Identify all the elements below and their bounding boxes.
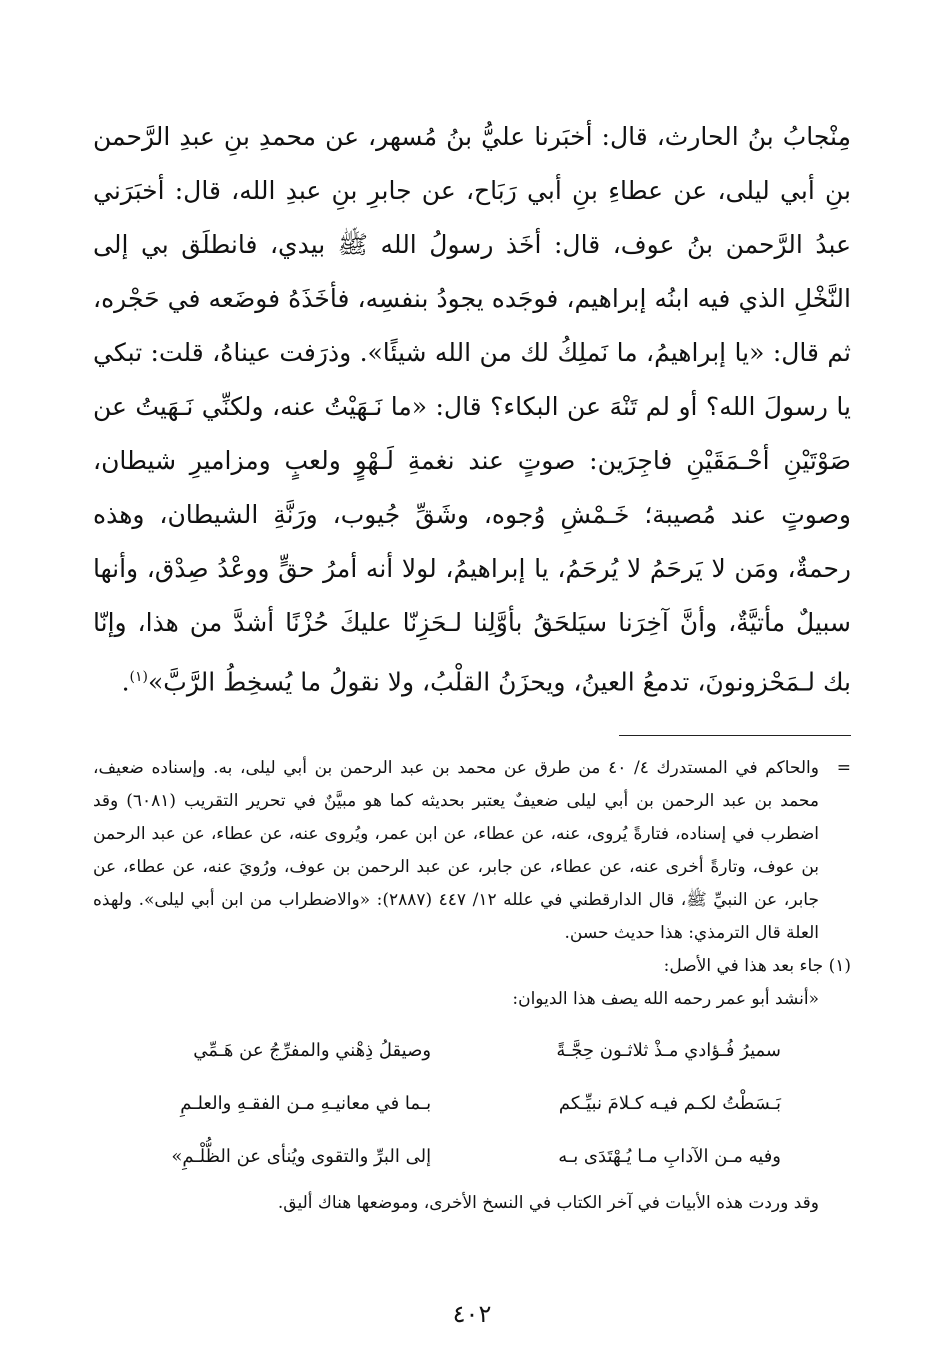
continuation-text: والحاكم في المستدرك ٤/ ٤٠ من طرق عن محمد بن عبد الرحمن بن أبي ليلى، به. وإسناده ضعيف، محمد بن عبد الرحمن بن أبي ليلى ضعيفٌ يعتبر بحديثه كما هو مبيَّنٌ في تحرير التقريب (٦٠٨١) وقد اضطرب في إسناده، فتارةً يُروى، عنه، عن عطاء، عن ابن عمر، ويُروى عنه، عن عطاء، عن عبد الرحمن بن عوف، وتارةً أخرى عنه، عن عطاء، عن جابر، عن عبد الرحمن بن عوف، ورُويَ عنه، عن عطاء، عن جابر، عن النبيِّ ﷺ، قال الدارقطني في علله ١٢/ ٤٤٧ (٢٨٨٧): «والاضطراب من ابن أبي ليلى». ولهذه العلة قال الترمذي: هذا حديث حسن. [93,758,819,943]
footnote-continuation [93,752,851,950]
poem-verse [133,1077,781,1130]
footnote-divider [619,735,851,736]
poem-verse [133,1024,781,1077]
footnotes-section [93,752,851,1220]
verse-second-hemistich: إلى البرِّ والتقوى ويُنأى عن الظُّلْـمِ» [171,1146,432,1167]
poem-intro: «أنشد أبو عمر رحمه الله يصف هذا الديوان: [512,989,819,1009]
poem-verse [133,1130,781,1183]
main-paragraph: مِنْجابُ بنُ الحارث، قال: أخبَرنا عليُّ بنُ مُسهر، عن محمدِ بنِ عبدِ الرَّحمن بنِ أبي ليلى، عن عطاءِ بنِ أبي رَبَاح، عن جابرِ بنِ عبدِ الله، قال: أخبَرَني عبدُ الرَّحمن بنُ عوف، قال: أخَذ رسولُ الله ﷺ بيدي، فانطلَق بي إلى النَّخْلِ الذي فيه ابنُه إبراهيم، فوجَده يجودُ بنفسِه، فأخَذَهُ فوضَعه في حَجْره، ثم قال: «يا إبراهيمُ، ما نَملِكُ لك من الله شيئًا». وذرَفت عيناهُ، قلت: تبكي يا رسولَ الله؟ أو لم تَنْهَ عن البكاء؟ قال: «ما نَـهَيْتُ عنه، ولكنِّي نَـهَيتُ عن صَوْتَيْنِ أحْـمَقَيْنِ فاجِرَين: صوتٍ عند نغمةِ لَـهْوٍ ولعبٍ ومزاميرِ شيطان، وصوتٍ عند مُصيبة؛ خَـمْشِ وُجوه، وشَقِّ جُيوب، ورَنَّةِ الشيطان، وهذه رحمةٌ، ومَن لا يَرحَمُ لا يُرحَمُ، يا إبراهيمُ، لولا أنه أمرُ حقٍّ ووعْدُ صِدْق، وأنها سبيلٌ مأتيَّةٌ، وأنَّ آخِرَنا سيَلحَقُ بأوَّلِنا لـحَزِنّا عليكَ حُزْنًا أشدَّ من هذا، وإنّا بك لـمَحْزونونَ، تدمعُ العينُ، ويحزَنُ القلْبُ، ولا نقولُ ما يُسخِطُ الرَّبَّ» [93,122,851,697]
verse-second-hemistich: وصيقلُ ذِهْني والمفرِّجُ عن هَـمِّي [193,1040,432,1061]
verse-second-hemistich: بـما في معانيـهِ مـن الفقـهِ والعلـمِ [180,1093,432,1114]
main-text [93,110,851,709]
footnote-1: (١) جاء بعد هذا في الأصل: [663,956,851,976]
page-number: ٤٠٢ [452,1300,492,1328]
footnote-reference: (١) [129,669,148,685]
main-end-period: . [121,667,130,697]
closing-note: وقد وردت هذه الأبيات في آخر الكتاب في النسخ الأخرى، وموضعها هناك أليق. [277,1193,819,1213]
verse-first-hemistich: وفيه مـن الآدابِ مـا يُـهْتَدَى بـه [558,1146,781,1167]
poem [93,1024,851,1183]
verse-first-hemistich: بَـسَطْتُ لكـم فيـه كـلامَ نبيِّـكم [558,1093,781,1114]
verse-first-hemistich: سميرُ فُـؤادي مـذْ ثلاثـون حِجَّـةً [556,1040,781,1061]
continuation-marker: = [836,758,851,778]
